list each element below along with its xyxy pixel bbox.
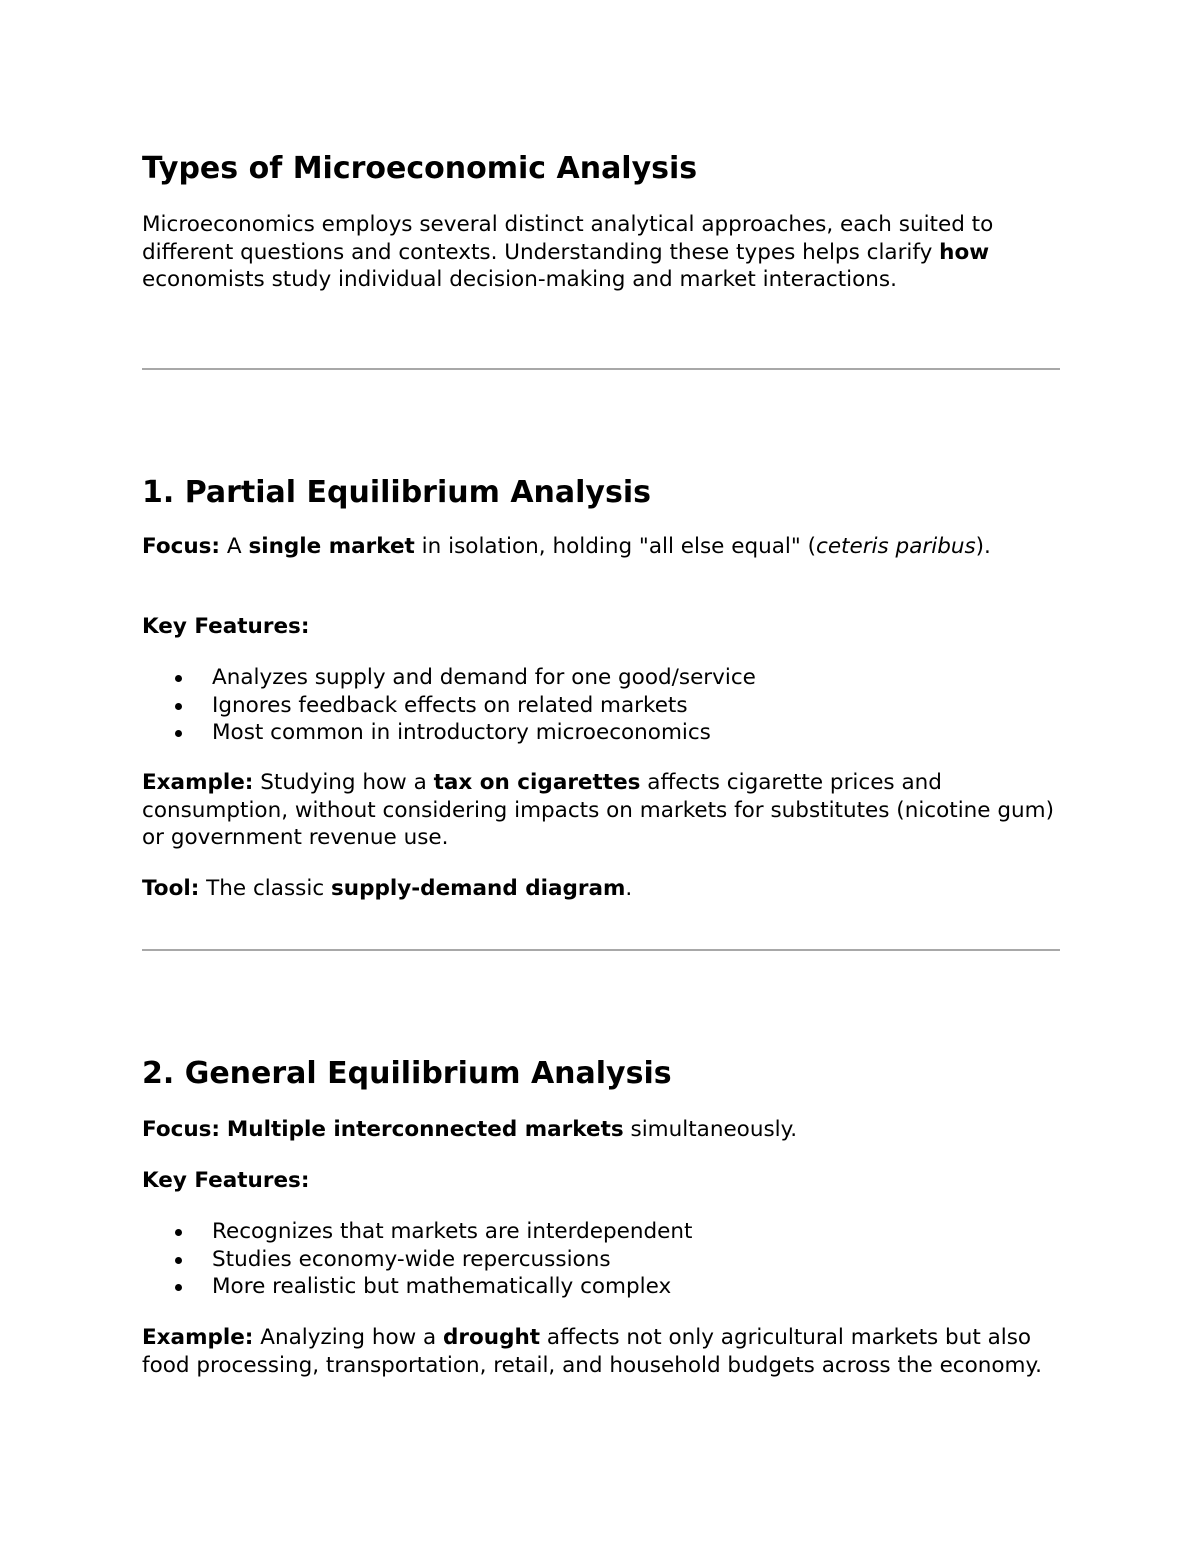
focus-text: ). [975,534,991,559]
section1-key-features-label [142,613,1060,641]
focus-bold-multiple-markets: Multiple interconnected markets [226,1117,624,1142]
key-features-label: Key Features: [142,614,310,639]
section1-focus [142,533,1060,561]
list-item-text: Studies economy-wide repercussions [212,1246,611,1272]
intro-text-end: economists study individual decision-making and market interactions. [142,267,897,293]
list-item [142,664,756,692]
list-item-text: More realistic but mathematically complex [212,1274,672,1300]
section2-feature-list [142,1218,692,1301]
focus-label: Focus: [142,534,221,559]
list-item [142,692,756,720]
list-item-text: Most common in introductory microeconomics [212,720,711,746]
focus-text [220,1117,227,1142]
focus-bold-single-market: single market [248,534,415,559]
example-text: Analyzing how a [253,1325,444,1350]
focus-text: A [220,534,249,559]
intro-paragraph [142,211,1060,294]
bullet-icon [175,675,182,682]
focus-label: Focus: [142,1117,221,1142]
list-item [142,1218,692,1246]
tool-bold-supply-demand-diagram: supply-demand diagram [330,876,626,901]
focus-italic-ceteris-paribus: ceteris paribus [816,534,976,559]
section-heading-partial-equilibrium: 1. Partial Equilibrium Analysis [142,475,651,510]
example-text: Studying how a [253,770,434,795]
list-item [142,1273,692,1301]
example-text: affects not only agricultural markets but also food processing, transportation, retail, and household budgets across the economy. [142,1325,1042,1378]
tool-text: . [625,876,633,901]
bullet-icon [175,703,182,710]
list-item-text: Ignores feedback effects on related markets [212,692,688,718]
section1-example [142,769,1060,852]
key-features-label: Key Features: [142,1168,310,1193]
example-label: Example: [142,1325,254,1350]
bullet-icon [175,1257,182,1264]
intro-bold-how: how [939,239,990,265]
list-item [142,1246,692,1274]
section2-key-features-label [142,1167,1060,1195]
section2-focus [142,1116,1060,1144]
example-text: affects cigarette prices and consumption, without considering impacts on markets for substitutes (nicotine gum) or government revenue use. [142,770,1054,851]
section-divider [142,949,1060,951]
bullet-icon [175,1229,182,1236]
intro-text-start: Microeconomics employs several distinct analytical approaches, each suited to different questions and contexts. Understanding these types helps clarify [142,212,994,265]
bullet-icon [175,1284,182,1291]
section-divider [142,368,1060,370]
example-bold-tax-on-cigarettes: tax on cigarettes [433,770,641,795]
section1-feature-list [142,664,756,747]
tool-label: Tool: [142,876,200,901]
tool-text: The classic [199,876,331,901]
example-label: Example: [142,770,254,795]
focus-text: simultaneously. [623,1117,798,1142]
example-bold-drought: drought [443,1325,541,1350]
list-item [142,719,756,747]
bullet-icon [175,730,182,737]
section1-tool [142,875,1060,903]
focus-text: in isolation, holding "all else equal" ( [414,534,816,559]
list-item-text: Recognizes that markets are interdependent [212,1219,693,1244]
section-heading-general-equilibrium: 2. General Equilibrium Analysis [142,1056,672,1091]
section2-example [142,1324,1060,1379]
page-title: Types of Microeconomic Analysis [142,151,698,186]
list-item-text: Analyzes supply and demand for one good/service [212,665,756,690]
